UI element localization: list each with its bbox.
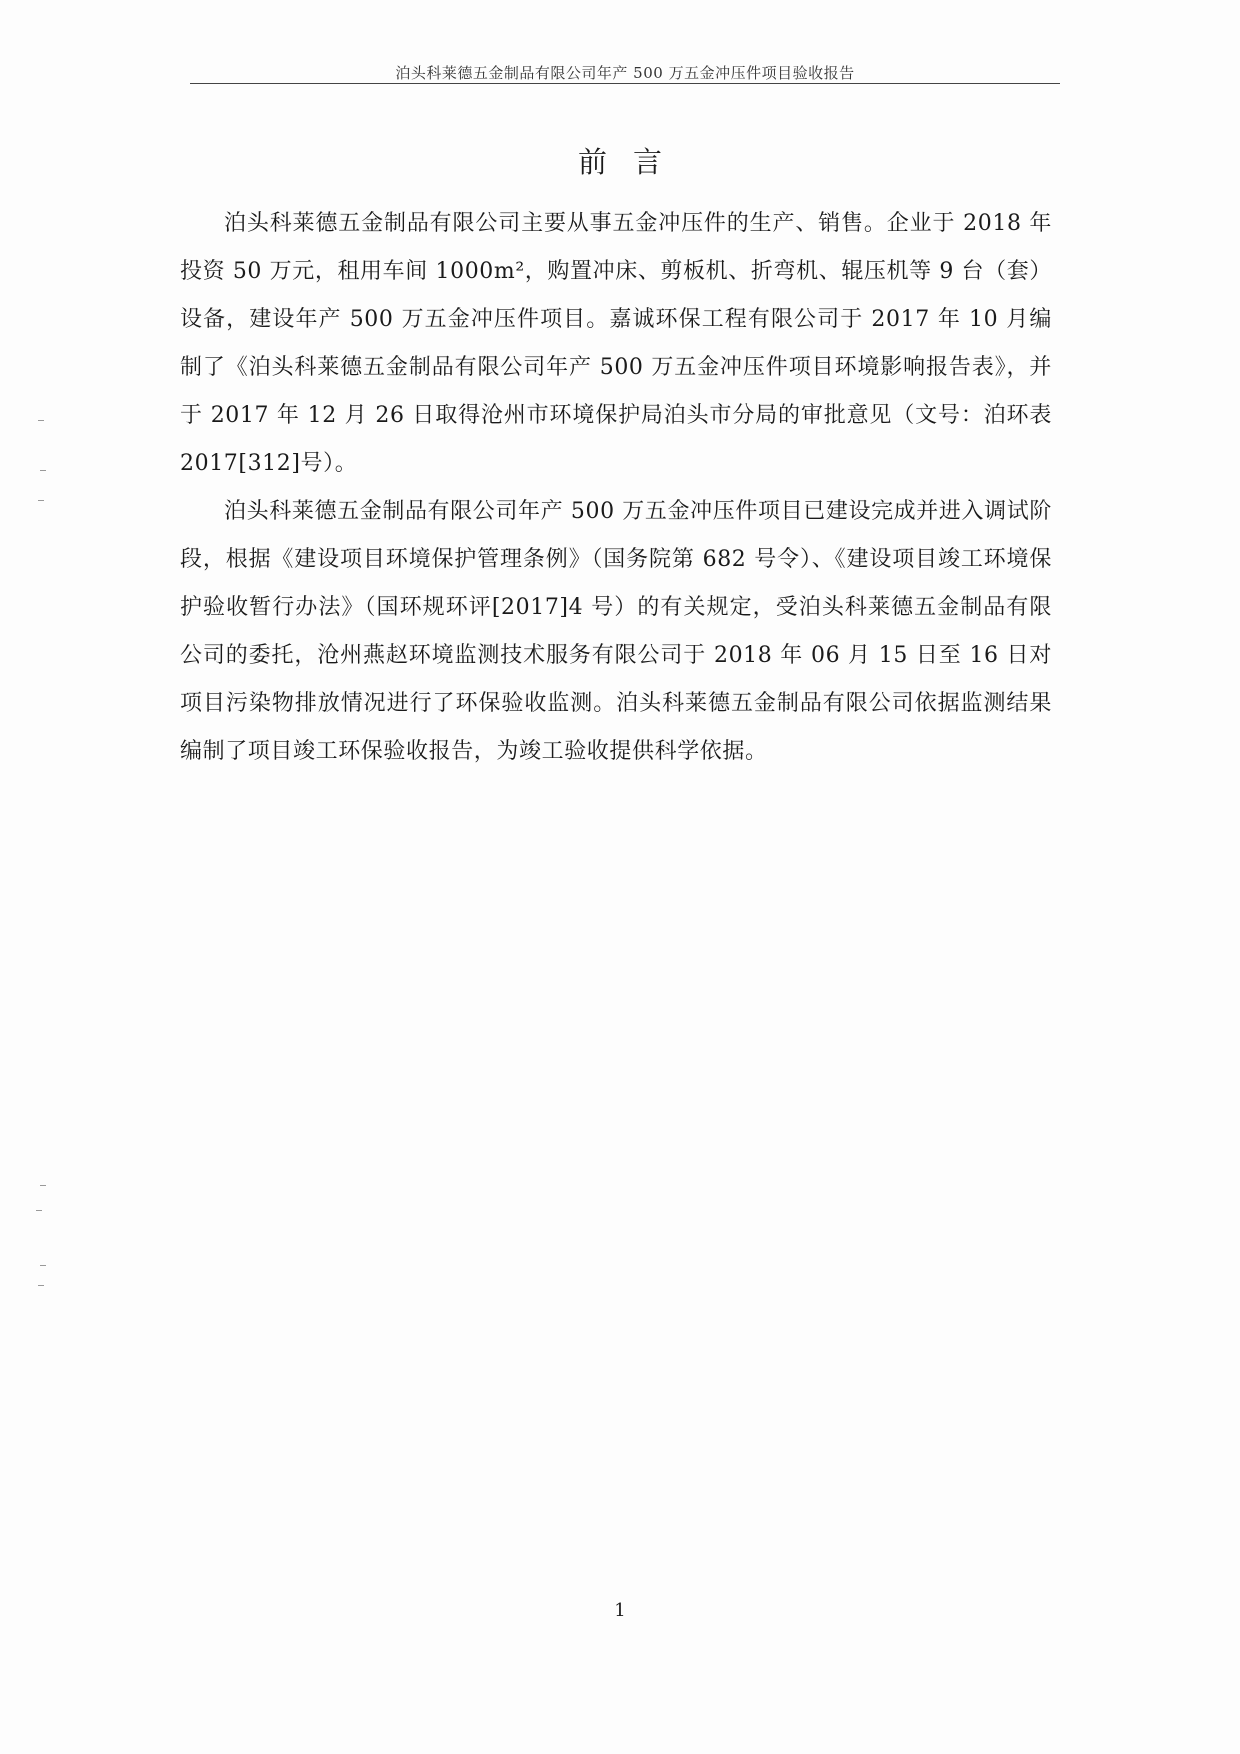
- paragraph-2: 泊头科莱德五金制品有限公司年产 500 万五金冲压件项目已建设完成并进入调试阶段，根据《建设项目环境保护管理条例》（国务院第 682 号令）、《建设项目竣工环境保护验收暂行办法》（国环规环评[2017]4 号）的有关规定，受泊头科莱德五金制品有限公司的委托，沧州燕赵环境监测技术服务有限公司于 2018 年 06 月 15 日至 16 日对项目污染物排放情况进行了环保验收监测。泊头科莱德五金制品有限公司依据监测结果编制了项目竣工环保验收报告，为竣工验收提供科学依据。: [180, 499, 1052, 764]
- scan-mark: [40, 470, 46, 471]
- body-text: [180, 200, 1052, 776]
- page-number: 1: [614, 1600, 626, 1621]
- scan-mark: [40, 1185, 46, 1186]
- scan-mark: [36, 1210, 42, 1211]
- scan-mark: [40, 1265, 46, 1266]
- header-rule: [190, 83, 1060, 84]
- page-title: 前言: [577, 145, 688, 179]
- running-header: 泊头科莱德五金制品有限公司年产 500 万五金冲压件项目验收报告: [395, 64, 855, 82]
- scan-mark: [38, 1285, 44, 1286]
- paragraph-1: 泊头科莱德五金制品有限公司主要从事五金冲压件的生产、销售。企业于 2018 年投资 50 万元，租用车间 1000m²，购置冲床、剪板机、折弯机、辊压机等 9 台（套）设备，建设年产 500 万五金冲压件项目。嘉诚环保工程有限公司于 2017 年 10 月编制了《泊头科莱德五金制品有限公司年产 500 万五金冲压件项目环境影响报告表》，并于 2017 年 12 月 26 日取得沧州市环境保护局泊头市分局的审批意见（文号：泊环表 2017[312]号）。: [180, 211, 1052, 476]
- scan-mark: [38, 500, 44, 501]
- scan-mark: [38, 420, 44, 421]
